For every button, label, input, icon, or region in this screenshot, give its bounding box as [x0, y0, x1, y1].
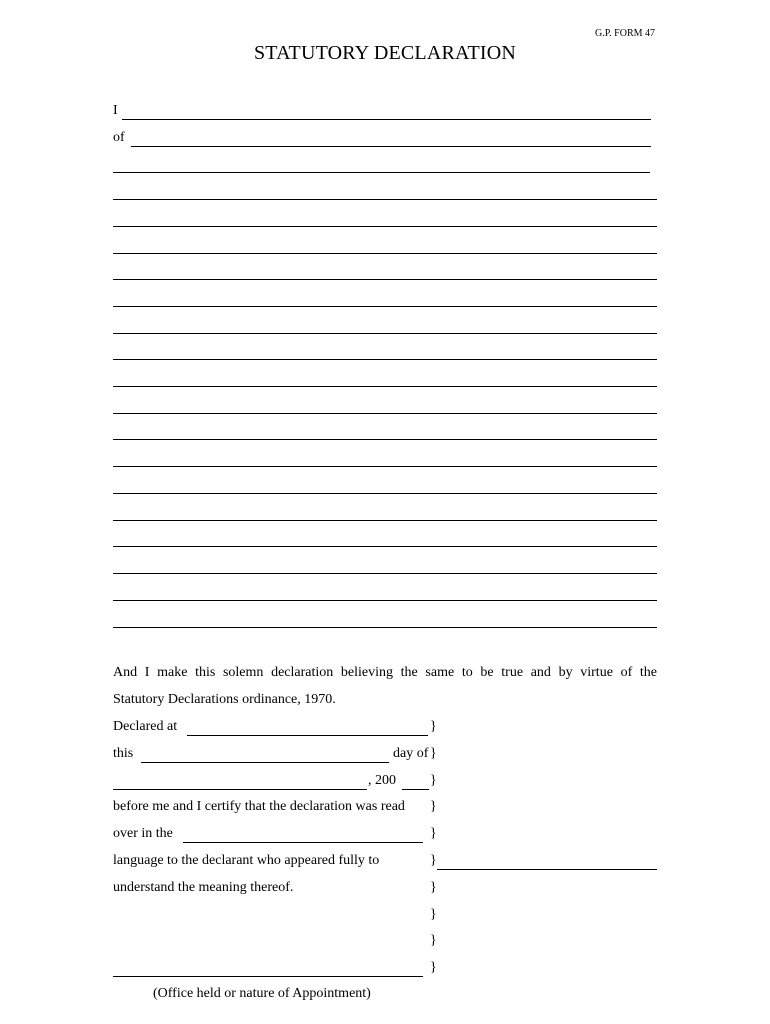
statement-line-7[interactable]: [113, 333, 657, 334]
day-line[interactable]: [141, 762, 389, 763]
brace-8: }: [430, 907, 437, 922]
statement-line-16[interactable]: [113, 573, 657, 574]
form-number: G.P. FORM 47: [595, 28, 656, 39]
paragraph-line-2: Statutory Declarations ordinance, 1970.: [113, 692, 336, 707]
declarant-address-line[interactable]: [131, 146, 651, 147]
statement-line-6[interactable]: [113, 306, 657, 307]
statement-line-11[interactable]: [113, 439, 657, 440]
of-label: of: [113, 130, 125, 145]
i-label: I: [113, 103, 118, 118]
brace-2: }: [430, 746, 437, 761]
solemn-declaration-paragraph: [113, 659, 657, 713]
paragraph-line-1: And I make this solemn declaration believing the same to be true and by virtue of the: [113, 665, 657, 680]
language-line[interactable]: [183, 842, 423, 843]
statement-line-15[interactable]: [113, 546, 657, 547]
statement-line-18[interactable]: [113, 627, 657, 628]
year-label: , 200: [368, 773, 396, 788]
office-caption: (Office held or nature of Appointment): [153, 986, 371, 1001]
declared-at-label: Declared at: [113, 719, 178, 734]
brace-5: }: [430, 826, 437, 841]
brace-9: }: [430, 933, 437, 948]
declarant-name-line[interactable]: [122, 119, 651, 120]
before-me-label: before me and I certify that the declaration was read: [113, 799, 405, 814]
declared-at-line[interactable]: [187, 735, 428, 736]
brace-1: }: [430, 719, 437, 734]
statement-line-8[interactable]: [113, 359, 657, 360]
year-suffix-line[interactable]: [402, 789, 429, 790]
statement-line-13[interactable]: [113, 493, 657, 494]
this-label: this: [113, 746, 134, 761]
officer-signature-line[interactable]: [113, 976, 423, 977]
statement-line-1[interactable]: [113, 172, 650, 173]
over-in-label: over in the: [113, 826, 173, 841]
brace-10: }: [430, 960, 437, 975]
declarant-signature-line[interactable]: [437, 869, 657, 870]
statement-line-4[interactable]: [113, 253, 657, 254]
statement-line-2[interactable]: [113, 199, 657, 200]
statement-line-9[interactable]: [113, 386, 657, 387]
language-label: language to the declarant who appeared fully to: [113, 853, 380, 868]
statement-line-3[interactable]: [113, 226, 657, 227]
brace-3: }: [430, 773, 437, 788]
brace-6: }: [430, 853, 437, 868]
day-of-label: day of: [393, 746, 429, 761]
statement-line-14[interactable]: [113, 520, 657, 521]
understand-label: understand the meaning thereof.: [113, 880, 294, 895]
brace-4: }: [430, 799, 437, 814]
statement-line-17[interactable]: [113, 600, 657, 601]
page-title: STATUTORY DECLARATION: [253, 42, 517, 64]
statement-line-5[interactable]: [113, 279, 657, 280]
month-line[interactable]: [113, 789, 367, 790]
statement-line-12[interactable]: [113, 466, 657, 467]
statement-line-10[interactable]: [113, 413, 657, 414]
brace-7: }: [430, 880, 437, 895]
